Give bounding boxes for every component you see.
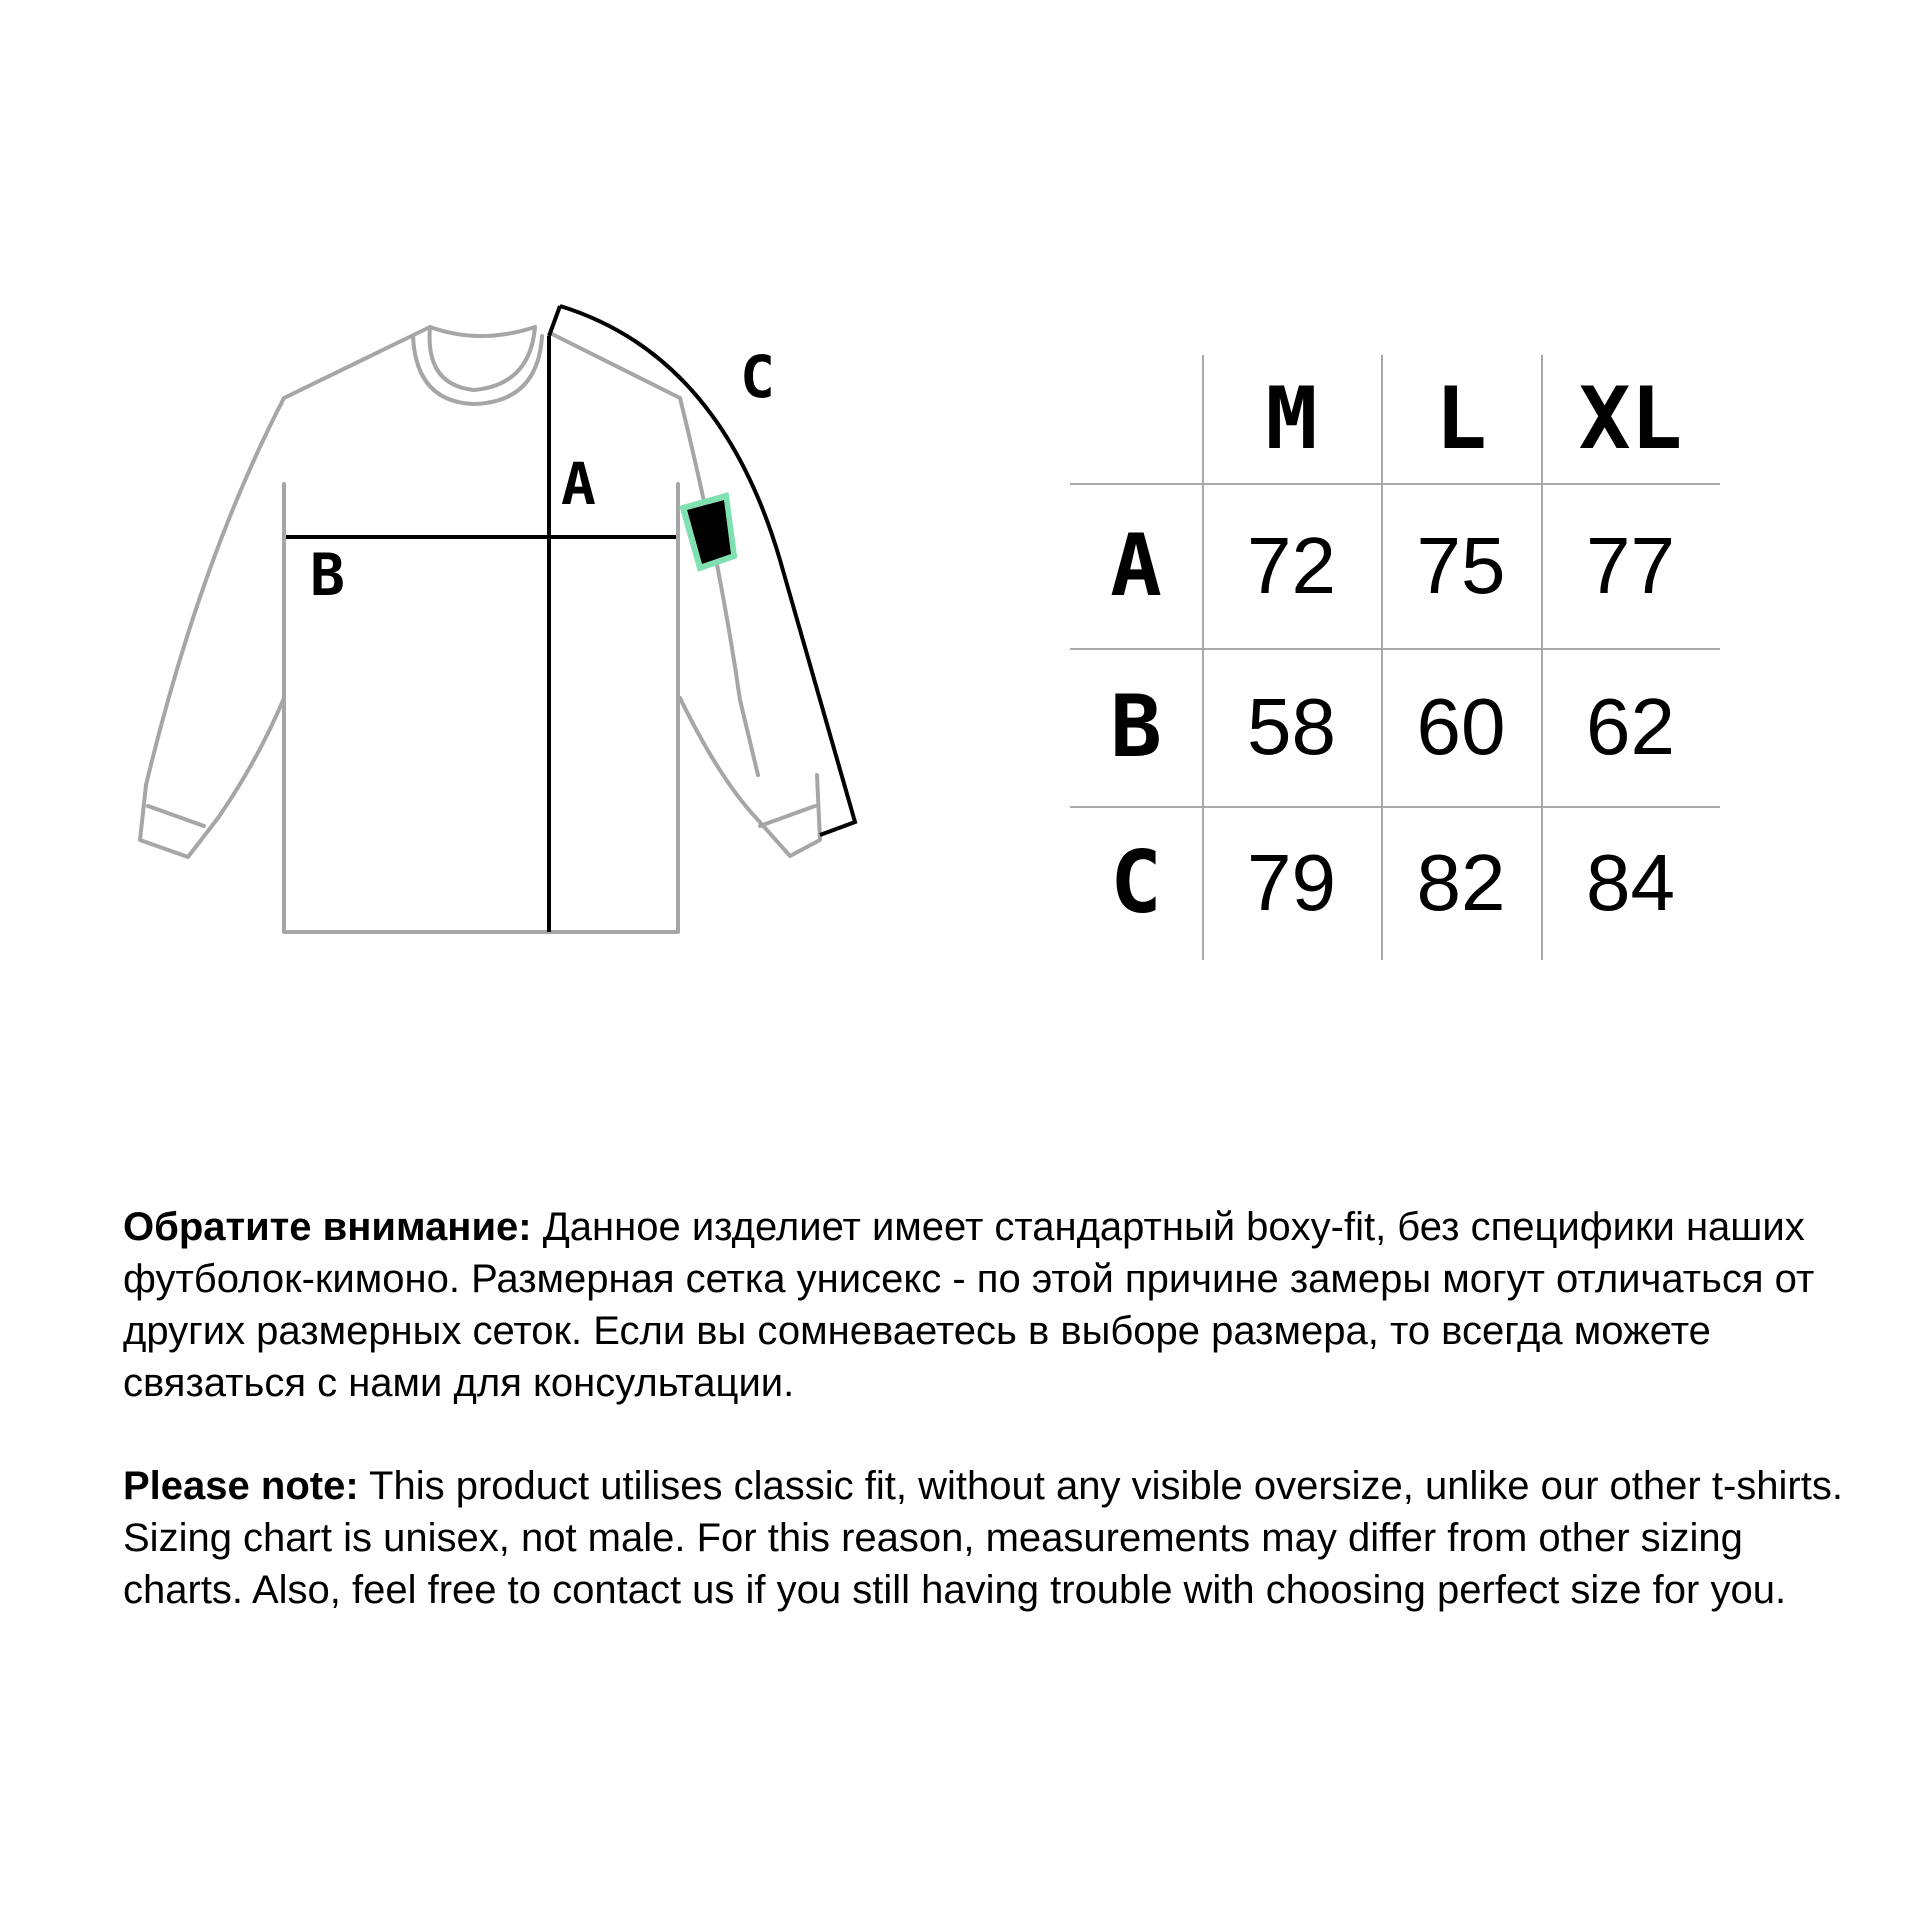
table-cell: 72 [1247,520,1336,610]
size-header-xl: XL [1578,369,1683,469]
neckline-outer [430,327,535,336]
note-ru-body: Данное изделиет имеет стандартный boxy-fit, без специфики наших футболок-кимоно. Размерная сетка унисекс - по этой причине замеры могут отличаться от других размерных сеток. Если вы сомневаетесь в выборе размера, то всегда можете связаться с нами для консультации. [123,1205,1815,1405]
size-header-m: M [1265,369,1318,469]
left-sleeve-outline [146,327,430,785]
note-en-body: This product utilises classic fit, without any visible oversize, unlike our other t-shirts. Sizing chart is unisex, not male. For this reason, measurements may differ from other sizing charts. Also, feel free to contact us if you still having trouble with choosing perfect size for you. [123,1464,1843,1612]
table-cell: 60 [1416,682,1506,771]
table-cell: 82 [1416,838,1506,927]
table-cell: 79 [1247,838,1336,927]
table-cell: 77 [1586,520,1675,610]
measure-label-a: A [561,450,596,518]
note-ru [123,1201,1863,1409]
table-cell: 58 [1247,682,1336,771]
left-cuff [140,785,218,857]
table-cell: 62 [1586,682,1675,771]
measure-line-c [549,306,855,835]
table-cell: 75 [1416,520,1506,610]
sleeve-patch-icon [683,496,734,568]
right-cuff [680,698,820,856]
measure-label-c: C [740,343,775,411]
row-label-a: A [1110,515,1162,616]
row-label-b: B [1110,677,1162,777]
table-cell: 84 [1586,838,1675,927]
measure-label-b: B [310,541,345,609]
shirt-diagram [0,0,900,1000]
neckline-collar [413,336,542,404]
row-label-c: C [1110,833,1162,933]
note-ru-heading: Обратите внимание: [123,1205,532,1249]
size-table [1070,355,1720,960]
note-en-heading: Please note: [123,1464,359,1508]
note-en [123,1460,1863,1616]
size-header-l: L [1435,369,1487,469]
